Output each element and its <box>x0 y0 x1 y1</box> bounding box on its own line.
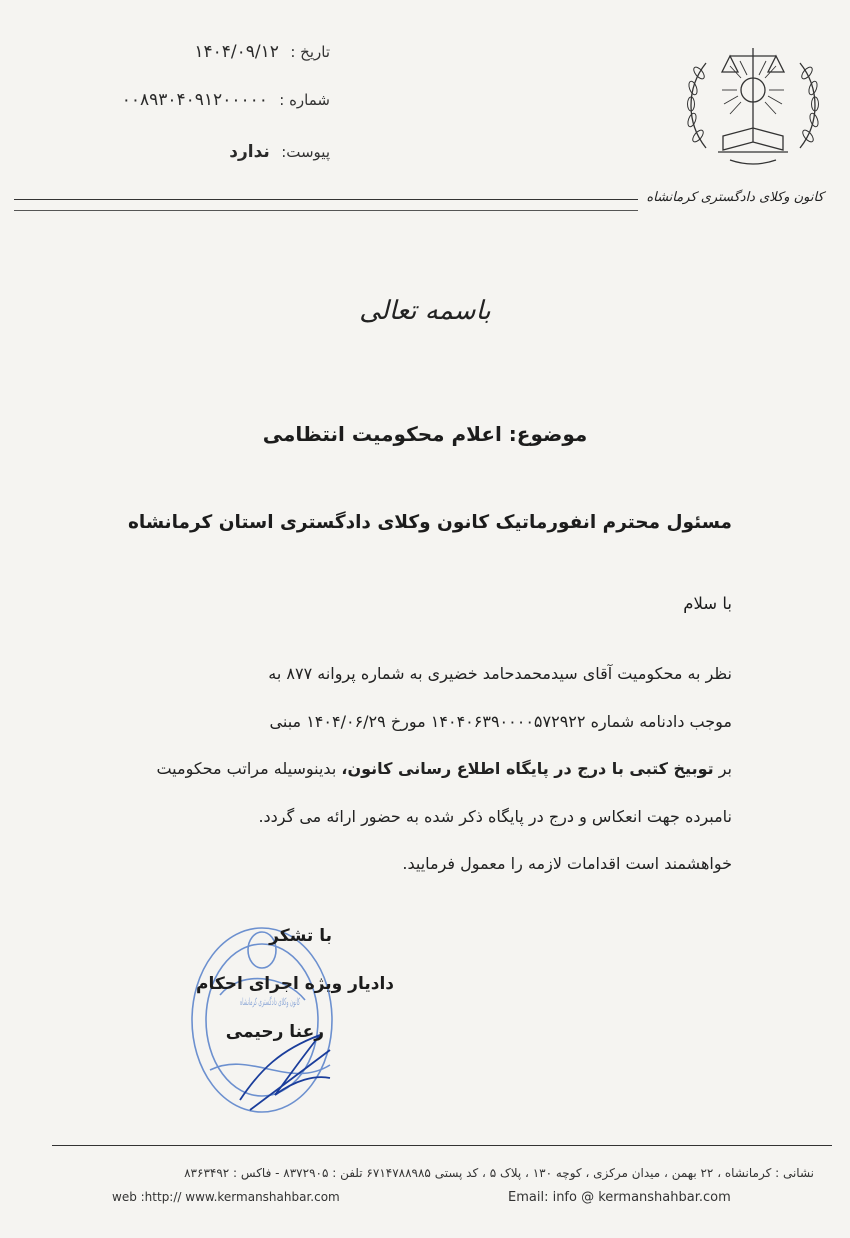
number-row <box>122 90 330 110</box>
date-label: تاريخ : <box>290 43 330 61</box>
date-row <box>194 42 330 62</box>
addressee-line: مسئول محترم انفورماتیک کانون وکلای دادگستری استان کرمانشاه <box>127 512 732 533</box>
header-divider <box>14 199 638 200</box>
body-line-4: نامبرده جهت انعکاس و درج در پایگاه ذکر شده به حضور ارائه می گردد. <box>258 806 732 826</box>
attachment-label: پیوست: <box>281 143 330 161</box>
number-value: ۰۰۸۹۳۰۴۰۹۱۲۰۰۰۰۰ <box>121 90 268 110</box>
body-line-2: موجب دادنامه شماره ۱۴۰۴۰۶۳۹۰۰۰۰۵۷۲۹۲۲ مورخ ۱۴۰۴/۰۶/۲۹ مبنی <box>269 711 732 731</box>
greeting: با سلام <box>683 594 732 613</box>
signature-thanks: با تشکر <box>269 926 332 946</box>
body-line-3-bold: توبیخ کتبی با درج در پایگاه اطلاع رسانی کانون، <box>341 759 714 778</box>
letter-body <box>132 650 732 888</box>
body-line-1: نظر به محکومیت آقای سیدمحمدحامد خضیری به شماره پروانه ۸۷۷ به <box>268 664 732 683</box>
bar-association-emblem-icon <box>678 28 828 178</box>
organization-name: کانون وکلای دادگستری کرمانشاه <box>646 190 824 205</box>
date-value: ۱۴۰۴/۰۹/۱۲ <box>194 42 279 62</box>
signature-name: رعنا رحیمی <box>225 1022 324 1042</box>
subject-line: موضوع: اعلام محکومیت انتظامی <box>262 422 588 446</box>
footer-address: نشانی : کرمانشاه ، ۲۲ بهمن ، میدان مرکزی ، کوچه ۱۳۰ ، پلاک ۵ ، کد پستی ۶۷۱۴۷۸۸۹۸۵ تلفن : ۸۳۷۲۹۰۵ - فاکس : ۸۳۶۳۴۹۲ <box>184 1166 814 1180</box>
signature-title: دادیار ویژه اجرای احکام <box>195 974 394 994</box>
footer-email: Email: info @ kermanshahbar.com <box>508 1190 731 1205</box>
invocation-heading: باسمه تعالی <box>359 296 491 326</box>
header-divider-secondary <box>14 210 638 211</box>
footer-divider <box>52 1145 832 1146</box>
number-label: شماره : <box>279 91 330 109</box>
attachment-value: ندارد <box>229 142 270 162</box>
body-line-3 <box>132 745 732 793</box>
body-line-3-suffix: بدینوسیله مراتب محکومیت <box>156 759 337 778</box>
body-line-3-prefix: بر <box>718 759 732 778</box>
attachment-row <box>229 142 330 162</box>
body-line-5: خواهشمند است اقدامات لازمه را معمول فرمایید. <box>402 854 732 873</box>
stamp-text: کانون وکلای دادگستری کرمانشاه <box>240 997 377 1008</box>
footer-website: web :http:// www.kermanshahbar.com <box>112 1190 340 1204</box>
